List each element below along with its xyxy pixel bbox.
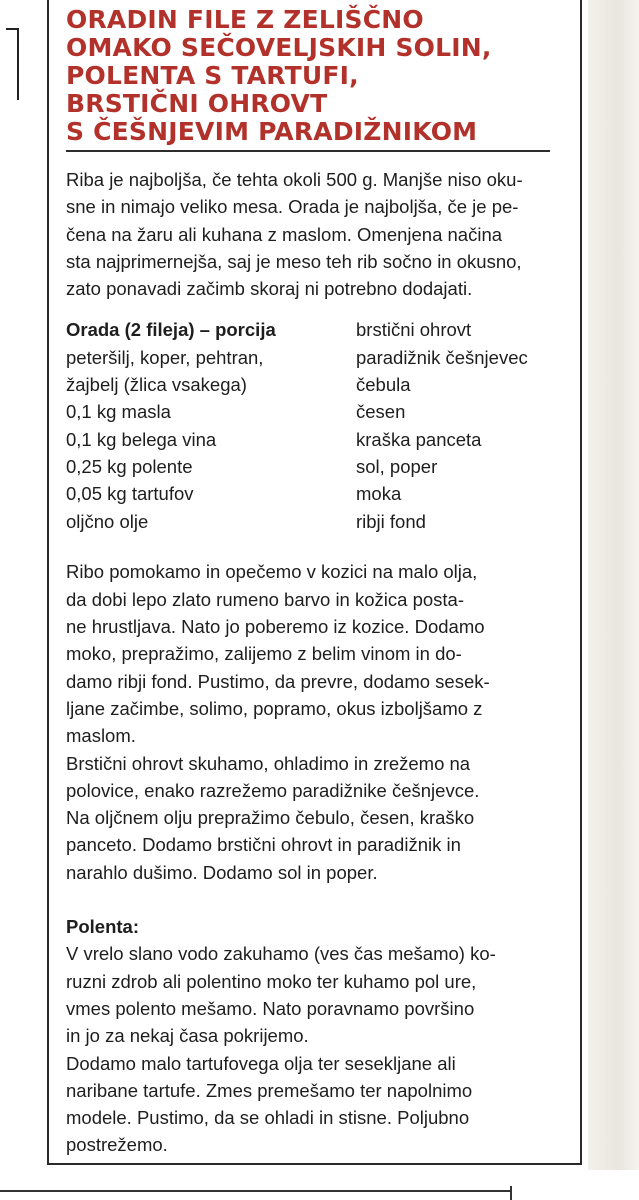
method-line: maslom. — [66, 725, 136, 747]
intro-paragraph — [66, 166, 564, 302]
intro-line: sne in nimajo veliko mesa. Orada je najboljša, če je pe- — [66, 196, 519, 218]
title-divider — [66, 150, 550, 152]
ingredients-right-column — [356, 316, 528, 534]
polenta-line: vmes polento mešamo. Nato poravnamo površino — [66, 997, 475, 1019]
ingredient-item: ribji fond — [356, 510, 426, 532]
method-line: Ribo pomokamo in opečemo v kozici na malo olja, — [66, 561, 478, 583]
title-line: S ČEŠNJEVIM PARADIŽNIKOM — [66, 117, 478, 146]
ingredient-item: 0,1 kg belega vina — [66, 428, 217, 450]
ingredient-heading: Orada (2 fileja) – porcija — [66, 319, 276, 341]
method-line: da dobi lepo zlato rumeno barvo in kožica posta- — [66, 588, 464, 610]
intro-line: Riba je najboljša, če tehta okoli 500 g. Manjše niso oku- — [66, 169, 523, 190]
ingredient-item: brstični ohrovt — [356, 319, 472, 341]
title-line: OMAKO SEČOVELJSKIH SOLIN, — [66, 33, 492, 62]
ingredient-item: 0,1 kg masla — [66, 401, 171, 423]
ingredient-item: sol, poper — [356, 455, 438, 477]
method-line: narahlo dušimo. Dodamo sol in poper. — [66, 861, 378, 883]
method-line: moko, prepražimo, zalijemo z belim vinom in do- — [66, 643, 462, 665]
polenta-line: postrežemo. — [66, 1134, 168, 1156]
title-line: BRSTIČNI OHROVT — [66, 89, 328, 118]
method-paragraph — [66, 558, 564, 886]
ingredient-item: čebula — [356, 374, 411, 396]
title-line: POLENTA S TARTUFI, — [66, 61, 359, 90]
polenta-line: naribane tartufe. Zmes premešamo ter napolnimo — [66, 1079, 473, 1101]
ingredients-list — [66, 316, 564, 534]
ingredient-item: 0,25 kg polente — [66, 455, 193, 477]
polenta-line: Dodamo malo tartufovega olja ter sesekljane ali — [66, 1052, 456, 1074]
ingredient-item: kraška panceta — [356, 428, 482, 450]
ingredient-item: 0,05 kg tartufov — [66, 483, 194, 505]
intro-line: sta najprimernejša, saj je meso teh rib sočno in okusno, — [66, 250, 522, 272]
ingredients-left-column — [66, 316, 276, 534]
polenta-paragraph — [66, 940, 564, 1158]
method-line: panceto. Dodamo brstični ohrovt in paradižnik in — [66, 834, 461, 856]
page-edge-mark — [17, 28, 19, 100]
ingredient-item: žajbelj (žlica vsakega) — [66, 374, 247, 396]
ingredient-item: moka — [356, 483, 402, 505]
method-line: ljane začimbe, solimo, popramo, okus izboljšamo z — [66, 697, 483, 719]
polenta-line: ruzni zdrob ali polentino moko ter kuhamo pol ure, — [66, 970, 477, 992]
method-line: Brstični ohrovt skuhamo, ohladimo in zrežemo na — [66, 752, 471, 774]
ingredient-item: peteršilj, koper, pehtran, — [66, 346, 264, 368]
ingredient-item: česen — [356, 401, 406, 423]
method-line: Na oljčnem olju prepražimo čebulo, česen, kraško — [66, 807, 475, 829]
polenta-heading: Polenta: — [66, 916, 139, 938]
polenta-line: in jo za nekaj časa pokrijemo. — [66, 1025, 309, 1047]
method-line: ne hrustljava. Nato jo poberemo iz kozice. Dodamo — [66, 616, 485, 638]
method-line: damo ribji fond. Pustimo, da prevre, dodamo sesek- — [66, 670, 490, 692]
adjacent-page-strip — [588, 0, 639, 1170]
intro-line: čena na žaru ali kuhana z maslom. Omenjena načina — [66, 223, 503, 245]
recipe-content — [66, 6, 564, 1159]
recipe-title — [66, 6, 564, 146]
ingredient-item: oljčno olje — [66, 510, 149, 532]
ingredient-item: paradižnik češnjevec — [356, 346, 528, 368]
polenta-line: modele. Pustimo, da se ohladi in stisne. Poljubno — [66, 1107, 470, 1129]
title-line: ORADIN FILE Z ZELIŠČNO — [66, 5, 424, 34]
method-line: polovice, enako razrežemo paradižnike češnjevce. — [66, 779, 480, 801]
bottom-rule — [0, 1190, 512, 1192]
polenta-line: V vrelo slano vodo zakuhamo (ves čas mešamo) ko- — [66, 943, 496, 965]
intro-line: zato ponavadi začimb skoraj ni potrebno dodajati. — [66, 278, 473, 300]
bottom-tick — [510, 1186, 512, 1200]
